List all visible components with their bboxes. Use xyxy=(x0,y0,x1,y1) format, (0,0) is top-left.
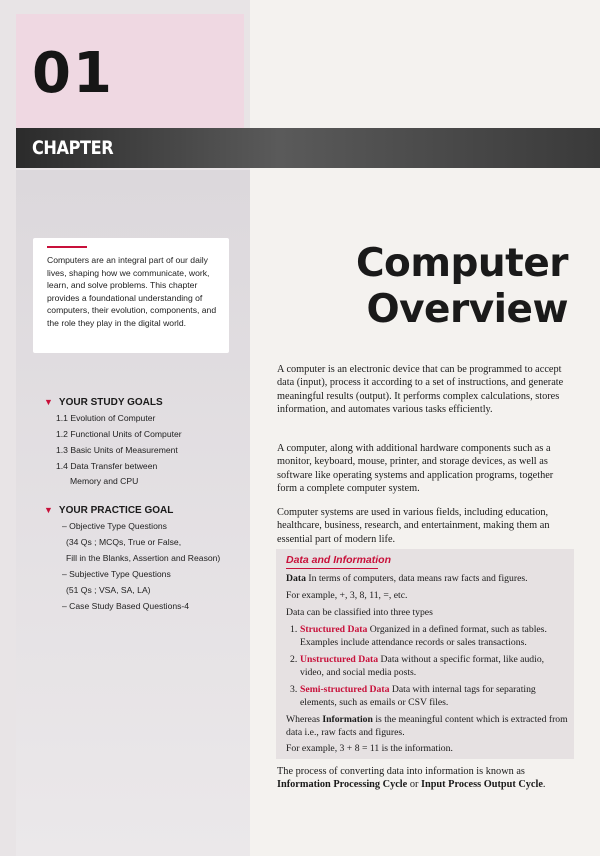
study-goal-item: 1.2 Functional Units of Computer xyxy=(56,429,182,439)
data-example: For example, +, 3, 8, 11, =, etc. xyxy=(286,590,408,601)
study-goal-item: 1.4 Data Transfer between xyxy=(56,461,158,471)
page-title-line1: Computer xyxy=(355,241,568,286)
data-classify: Data can be classified into three types xyxy=(286,607,433,618)
type-number: 2. xyxy=(290,654,298,665)
practice-goal-item: – Subjective Type Questions xyxy=(62,569,171,579)
box-title-rule xyxy=(286,568,378,569)
triangle-down-icon: ▼ xyxy=(44,397,53,407)
chapter-number: 01 xyxy=(32,41,114,106)
information-definition: Whereas Information is the meaningful content which is extracted from data i.e., raw facts and figures. xyxy=(286,714,568,738)
study-goals-heading: ▼ YOUR STUDY GOALS xyxy=(44,397,163,408)
study-goal-item: Memory and CPU xyxy=(70,476,139,486)
intro-paragraph-1: A computer is an electronic device that can be programmed to accept data (input), process it according to a set of instructions, and generate meaningful results (output). It performs complex calculations, stores information, and automates various tasks efficiently. xyxy=(277,364,564,415)
study-goal-item: 1.3 Basic Units of Measurement xyxy=(56,445,178,455)
closing-paragraph: The process of converting data into information is known as Information Processing Cycle or Input Process Output Cycle. xyxy=(277,766,546,791)
box-title: Data and Information xyxy=(286,554,392,566)
practice-goal-item: – Objective Type Questions xyxy=(62,521,167,531)
data-type-semi-structured: Semi-structured Data Data with internal tags for separating elements, such as emails or CSV files. xyxy=(300,684,536,708)
practice-goal-item: (34 Qs ; MCQs, True or False, xyxy=(66,537,182,547)
information-example: For example, 3 + 8 = 11 is the information. xyxy=(286,743,453,754)
practice-goal-heading: ▼ YOUR PRACTICE GOAL xyxy=(44,505,174,516)
triangle-down-icon: ▼ xyxy=(44,505,53,515)
data-type-structured: Structured Data Organized in a defined format, such as tables. Examples include attendance records or sales transactions. xyxy=(300,624,547,648)
intro-paragraph-2: A computer, along with additional hardware components such as a monitor, keyboard, mouse, printer, and storage devices, as well as software like operating systems and application programs, together form a complete computer system. xyxy=(277,443,554,494)
data-type-unstructured: Unstructured Data Data without a specific format, like audio, video, and social media posts. xyxy=(300,654,545,678)
page-title-line2: Overview xyxy=(366,287,568,332)
chapter-summary-text: Computers are an integral part of our daily lives, shaping how we communicate, work, learn, and solve problems. This chapter provides a foundational understanding of computers, their evolution, components, and the role they play in the digital world. xyxy=(47,255,217,328)
type-number: 1. xyxy=(290,624,298,635)
practice-goal-item: (51 Qs ; VSA, SA, LA) xyxy=(66,585,151,595)
data-definition: Data In terms of computers, data means raw facts and figures. xyxy=(286,573,528,584)
practice-goal-item: Fill in the Blanks, Assertion and Reason) xyxy=(66,553,221,563)
intro-paragraph-3: Computer systems are used in various fields, including education, healthcare, business, research, and entertainment, making them an essential part of modern life. xyxy=(277,507,550,545)
summary-accent-rule xyxy=(47,246,87,248)
chapter-label: CHAPTER xyxy=(32,137,114,159)
chapter-summary-card xyxy=(33,238,229,353)
practice-goal-item: – Case Study Based Questions-4 xyxy=(62,601,190,611)
study-goal-item: 1.1 Evolution of Computer xyxy=(56,413,156,423)
type-number: 3. xyxy=(290,684,298,695)
